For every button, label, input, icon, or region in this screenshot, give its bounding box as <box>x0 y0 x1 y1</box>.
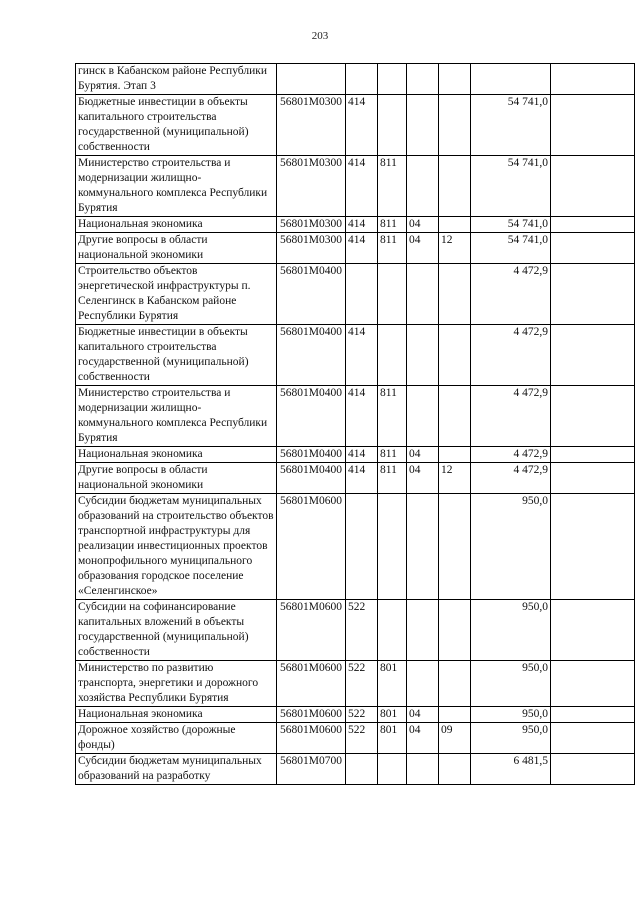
row-code-cell: 56801М0600 <box>277 707 346 723</box>
table-row <box>76 463 635 494</box>
row-expense-type-cell: 414 <box>346 447 378 463</box>
table-row <box>76 754 635 785</box>
table-row <box>76 325 635 386</box>
budget-table-body <box>76 64 635 785</box>
row-section-cell: 04 <box>407 217 439 233</box>
table-row <box>76 723 635 754</box>
row-name-cell: Министерство по развитию транспорта, энергетики и дорожного хозяйства Республики Бурятия <box>76 661 277 707</box>
row-ministry-cell <box>378 64 407 95</box>
row-extra-cell <box>551 707 635 723</box>
row-amount-cell: 54 741,0 <box>471 95 551 156</box>
row-expense-type-cell: 414 <box>346 233 378 264</box>
row-name-cell: Субсидии на софинансирование капитальных вложений в объекты государственной (муниципальной) собственности <box>76 600 277 661</box>
row-ministry-cell <box>378 264 407 325</box>
row-subsection-cell <box>439 386 471 447</box>
row-expense-type-cell <box>346 754 378 785</box>
row-extra-cell <box>551 463 635 494</box>
table-row <box>76 64 635 95</box>
row-code-cell: 56801М0400 <box>277 264 346 325</box>
row-ministry-cell <box>378 95 407 156</box>
row-code-cell: 56801М0600 <box>277 600 346 661</box>
row-section-cell <box>407 661 439 707</box>
row-expense-type-cell: 414 <box>346 386 378 447</box>
row-expense-type-cell: 414 <box>346 325 378 386</box>
row-amount-cell: 6 481,5 <box>471 754 551 785</box>
table-row <box>76 233 635 264</box>
row-name-cell: Субсидии бюджетам муниципальных образований на строительство объектов транспортной инфраструктуры для реализации инвестиционных проектов монопрофильного муниципального образования городское поселение «Селенгинское» <box>76 494 277 600</box>
table-row <box>76 661 635 707</box>
table-row <box>76 264 635 325</box>
row-code-cell: 56801М0600 <box>277 661 346 707</box>
row-amount-cell: 54 741,0 <box>471 217 551 233</box>
row-extra-cell <box>551 325 635 386</box>
budget-table <box>75 63 635 785</box>
row-code-cell: 56801М0700 <box>277 754 346 785</box>
row-subsection-cell <box>439 661 471 707</box>
row-expense-type-cell: 522 <box>346 707 378 723</box>
row-subsection-cell <box>439 447 471 463</box>
row-ministry-cell: 811 <box>378 156 407 217</box>
row-amount-cell <box>471 64 551 95</box>
row-ministry-cell: 811 <box>378 386 407 447</box>
row-amount-cell: 4 472,9 <box>471 264 551 325</box>
row-ministry-cell <box>378 754 407 785</box>
row-code-cell: 56801М0600 <box>277 723 346 754</box>
row-name-cell: Министерство строительства и модернизации жилищно-коммунального комплекса Республики Бурятия <box>76 386 277 447</box>
row-subsection-cell <box>439 600 471 661</box>
row-extra-cell <box>551 156 635 217</box>
row-expense-type-cell: 522 <box>346 723 378 754</box>
row-extra-cell <box>551 217 635 233</box>
row-extra-cell <box>551 233 635 264</box>
table-row <box>76 600 635 661</box>
table-row <box>76 447 635 463</box>
row-code-cell: 56801М0600 <box>277 494 346 600</box>
row-subsection-cell: 09 <box>439 723 471 754</box>
row-extra-cell <box>551 64 635 95</box>
row-expense-type-cell: 414 <box>346 217 378 233</box>
row-name-cell: Другие вопросы в области национальной экономики <box>76 463 277 494</box>
row-amount-cell: 950,0 <box>471 707 551 723</box>
row-name-cell: Строительство объектов энергетической инфраструктуры п. Селенгинск в Кабанском районе Республики Бурятия <box>76 264 277 325</box>
row-name-cell: Субсидии бюджетам муниципальных образований на разработку <box>76 754 277 785</box>
row-expense-type-cell <box>346 64 378 95</box>
row-name-cell: Национальная экономика <box>76 707 277 723</box>
row-amount-cell: 950,0 <box>471 600 551 661</box>
row-name-cell: гинск в Кабанском районе Республики Бурятия. Этап 3 <box>76 64 277 95</box>
row-subsection-cell <box>439 264 471 325</box>
row-amount-cell: 950,0 <box>471 661 551 707</box>
row-extra-cell <box>551 386 635 447</box>
table-row <box>76 95 635 156</box>
row-section-cell: 04 <box>407 233 439 264</box>
row-section-cell <box>407 754 439 785</box>
row-section-cell: 04 <box>407 723 439 754</box>
row-code-cell: 56801М0300 <box>277 156 346 217</box>
table-row <box>76 707 635 723</box>
row-code-cell: 56801М0400 <box>277 386 346 447</box>
row-amount-cell: 4 472,9 <box>471 386 551 447</box>
row-ministry-cell: 811 <box>378 447 407 463</box>
row-ministry-cell: 801 <box>378 707 407 723</box>
table-row <box>76 494 635 600</box>
row-section-cell: 04 <box>407 447 439 463</box>
table-row <box>76 386 635 447</box>
row-name-cell: Другие вопросы в области национальной экономики <box>76 233 277 264</box>
page-number: 203 <box>311 30 329 42</box>
row-ministry-cell: 811 <box>378 463 407 494</box>
table-row <box>76 217 635 233</box>
row-ministry-cell <box>378 325 407 386</box>
row-expense-type-cell: 414 <box>346 463 378 494</box>
row-code-cell: 56801М0400 <box>277 447 346 463</box>
row-name-cell: Бюджетные инвестиции в объекты капитального строительства государственной (муниципальной) собственности <box>76 95 277 156</box>
row-ministry-cell <box>378 600 407 661</box>
row-name-cell: Министерство строительства и модернизации жилищно-коммунального комплекса Республики Бурятия <box>76 156 277 217</box>
row-ministry-cell: 801 <box>378 723 407 754</box>
row-subsection-cell: 12 <box>439 233 471 264</box>
table-row <box>76 156 635 217</box>
row-section-cell <box>407 386 439 447</box>
row-ministry-cell: 801 <box>378 661 407 707</box>
row-name-cell: Бюджетные инвестиции в объекты капитального строительства государственной (муниципальной) собственности <box>76 325 277 386</box>
row-section-cell <box>407 325 439 386</box>
row-code-cell: 56801М0400 <box>277 325 346 386</box>
row-subsection-cell <box>439 64 471 95</box>
row-name-cell: Дорожное хозяйство (дорожные фонды) <box>76 723 277 754</box>
row-extra-cell <box>551 661 635 707</box>
row-code-cell <box>277 64 346 95</box>
row-name-cell: Национальная экономика <box>76 217 277 233</box>
row-expense-type-cell: 522 <box>346 661 378 707</box>
row-code-cell: 56801М0300 <box>277 217 346 233</box>
row-amount-cell: 4 472,9 <box>471 447 551 463</box>
row-extra-cell <box>551 754 635 785</box>
row-extra-cell <box>551 447 635 463</box>
row-subsection-cell <box>439 95 471 156</box>
row-expense-type-cell: 522 <box>346 600 378 661</box>
row-code-cell: 56801М0400 <box>277 463 346 494</box>
row-section-cell <box>407 64 439 95</box>
row-section-cell: 04 <box>407 707 439 723</box>
row-amount-cell: 950,0 <box>471 723 551 754</box>
row-subsection-cell <box>439 707 471 723</box>
row-section-cell <box>407 264 439 325</box>
row-extra-cell <box>551 264 635 325</box>
row-extra-cell <box>551 723 635 754</box>
row-code-cell: 56801М0300 <box>277 95 346 156</box>
row-expense-type-cell: 414 <box>346 95 378 156</box>
row-name-cell: Национальная экономика <box>76 447 277 463</box>
row-amount-cell: 54 741,0 <box>471 156 551 217</box>
row-amount-cell: 4 472,9 <box>471 463 551 494</box>
row-ministry-cell: 811 <box>378 217 407 233</box>
row-ministry-cell <box>378 494 407 600</box>
row-subsection-cell <box>439 754 471 785</box>
row-subsection-cell <box>439 156 471 217</box>
row-amount-cell: 950,0 <box>471 494 551 600</box>
row-extra-cell <box>551 600 635 661</box>
row-code-cell: 56801М0300 <box>277 233 346 264</box>
row-section-cell <box>407 95 439 156</box>
row-amount-cell: 54 741,0 <box>471 233 551 264</box>
row-expense-type-cell: 414 <box>346 156 378 217</box>
row-extra-cell <box>551 494 635 600</box>
row-section-cell <box>407 600 439 661</box>
row-subsection-cell <box>439 494 471 600</box>
row-expense-type-cell <box>346 264 378 325</box>
row-section-cell <box>407 494 439 600</box>
row-section-cell <box>407 156 439 217</box>
row-section-cell: 04 <box>407 463 439 494</box>
row-expense-type-cell <box>346 494 378 600</box>
row-ministry-cell: 811 <box>378 233 407 264</box>
row-subsection-cell <box>439 325 471 386</box>
row-subsection-cell: 12 <box>439 463 471 494</box>
row-extra-cell <box>551 95 635 156</box>
row-amount-cell: 4 472,9 <box>471 325 551 386</box>
row-subsection-cell <box>439 217 471 233</box>
